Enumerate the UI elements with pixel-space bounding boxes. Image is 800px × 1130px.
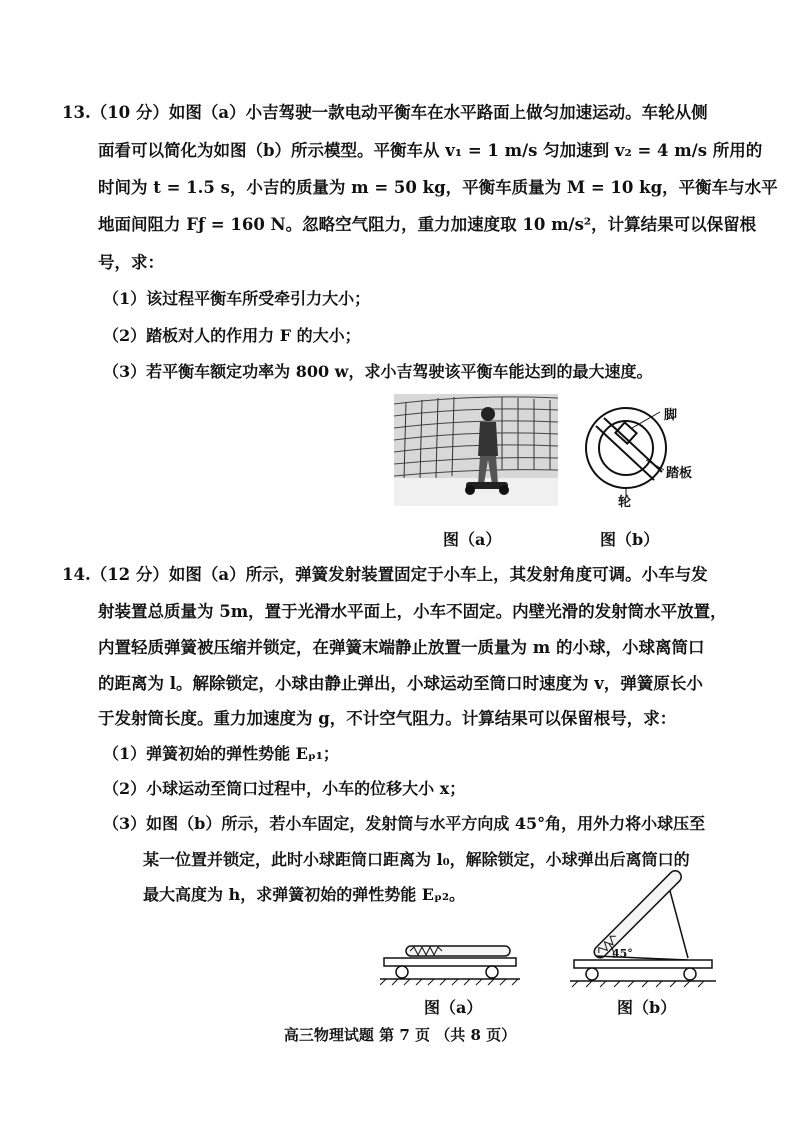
q14-line-2: 射装置总质量为 5m，置于光滑水平面上，小车不固定。内壁光滑的发射筒水平放置， (98, 602, 727, 621)
q14-fig-a-caption: 图（a） (424, 998, 483, 1017)
q14-figure-a-cart (380, 938, 520, 988)
q14-figure-b-cart (570, 866, 716, 988)
q13-label-wheel: 轮 (618, 495, 632, 510)
q13-fig-b-caption: 图（b） (600, 530, 660, 549)
q13-label-foot: 脚 (664, 408, 678, 423)
q13-line-4: 地面间阻力 Fƒ = 160 N。忽略空气阻力，重力加速度取 10 m/s²，计算结果可以保留根 (98, 215, 757, 234)
q14-sub-3: （3）如图（b）所示，若小车固定，发射筒与水平方向成 45°角，用外力将小球压至 (103, 814, 706, 833)
q13-line-3: 时间为 t = 1.5 s，小吉的质量为 m = 50 kg，平衡车质量为 M = 10 kg，平衡车与水平 (98, 178, 778, 197)
q13-sub-1: （1）该过程平衡车所受牵引力大小； (103, 289, 371, 308)
q14-line-3: 内置轻质弹簧被压缩并锁定，在弹簧末端静止放置一质量为 m 的小球，小球离筒口 (98, 638, 705, 657)
q13-sub-2: （2）踏板对人的作用力 F 的大小； (103, 326, 361, 345)
q14-sub-3-cont-2: 最大高度为 h，求弹簧初始的弹性势能 Eₚ₂。 (143, 885, 465, 904)
q13-line-2: 面看可以简化为如图（b）所示模型。平衡车从 v₁ = 1 m/s 匀加速到 v₂ = 4 m/s 所用的 (98, 141, 763, 160)
q13-figure-a-photo (394, 394, 558, 506)
q14-line-4: 的距离为 l。解除锁定，小球由静止弹出，小球运动至筒口时速度为 v，弹簧原长小 (98, 674, 703, 693)
page-footer: 高三物理试题 第 7 页 （共 8 页） (283, 1026, 517, 1044)
q14-sub-1: （1）弹簧初始的弹性势能 Eₚ₁； (103, 744, 339, 763)
q13-label-pedal: 踏板 (666, 466, 693, 481)
q13-line-5: 号，求： (98, 253, 164, 272)
q13-sub-3: （3）若平衡车额定功率为 800 w，求小吉驾驶该平衡车能达到的最大速度。 (103, 362, 653, 381)
q14-sub-2: （2）小球运动至筒口过程中，小车的位移大小 x； (103, 779, 466, 798)
q14-line-5: 于发射筒长度。重力加速度为 g，不计空气阻力。计算结果可以保留根号，求： (98, 709, 677, 728)
q14-sub-3-cont-1: 某一位置并锁定，此时小球距筒口距离为 l₀，解除锁定，小球弹出后离筒口的 (143, 850, 690, 869)
q14-fig-b-caption: 图（b） (617, 998, 677, 1017)
q14-line-1: 14.（12 分）如图（a）所示，弹簧发射装置固定于小车上，其发射角度可调。小车与发 (62, 565, 708, 584)
q13-line-1: 13.（10 分）如图（a）小吉驾驶一款电动平衡车在水平路面上做匀加速运动。车轮从侧 (62, 103, 708, 122)
q13-fig-a-caption: 图（a） (443, 530, 502, 549)
q14-angle-label: 45° (612, 947, 633, 960)
